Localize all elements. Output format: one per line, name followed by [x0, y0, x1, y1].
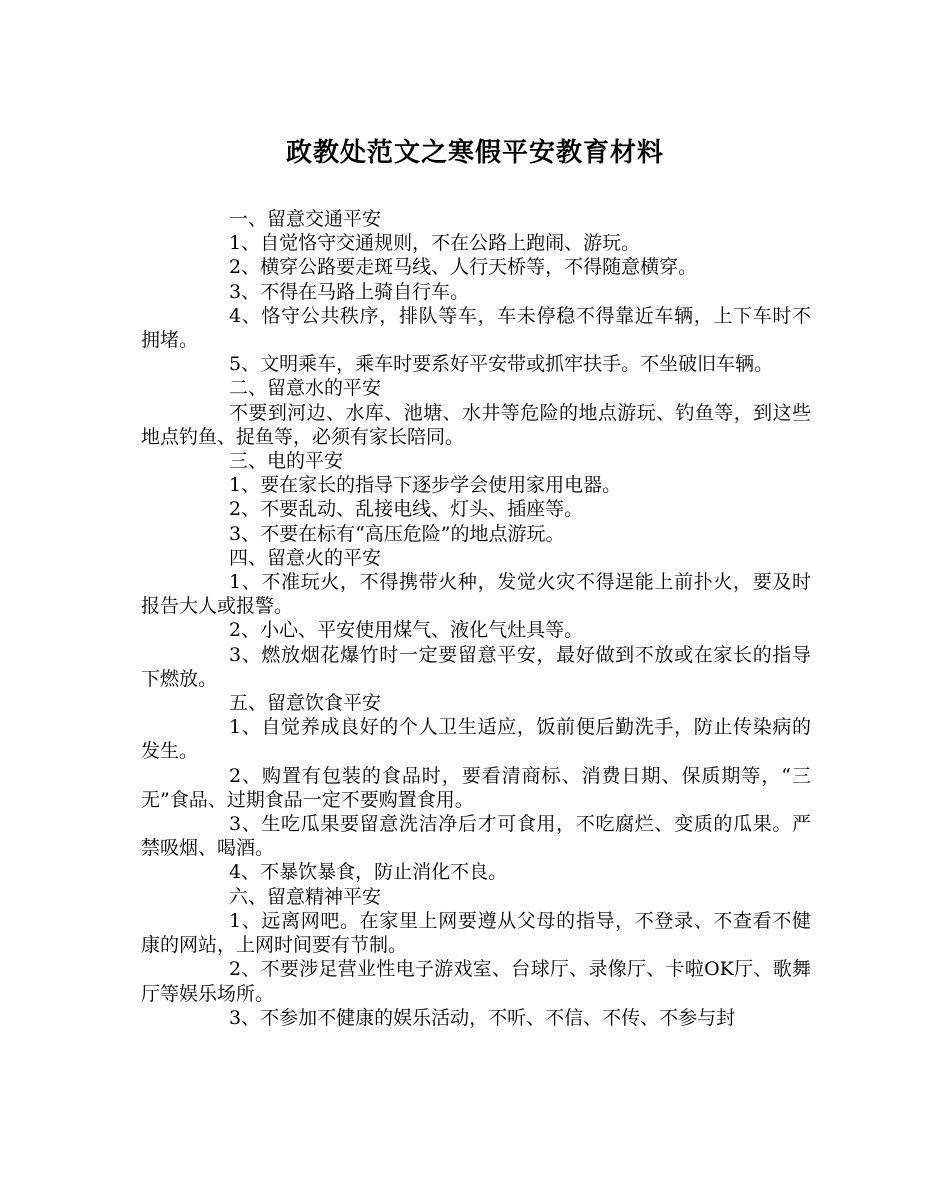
paragraph: 1、远离网吧。在家里上网要遵从父母的指导，不登录、不查看不健康的网站，上网时间要有节制。: [141, 909, 811, 957]
paragraph: 3、燃放烟花爆竹时一定要留意平安，最好做到不放或在家长的指导下燃放。: [141, 643, 811, 690]
paragraph: 3、不参加不健康的娱乐活动，不听、不信、不传、不参与封: [229, 1006, 736, 1029]
section-heading-food: 五、留意饮食平安: [229, 692, 382, 715]
paragraph: 4、不暴饮暴食，防止消化不良。: [229, 861, 508, 884]
document-body: [141, 207, 811, 1030]
paragraph: 1、不准玩火，不得携带火种，发觉火灾不得逞能上前扑火，要及时报告大人或报警。: [141, 571, 811, 618]
paragraph: 3、不要在标有“高压危险”的地点游玩。: [229, 522, 565, 545]
paragraph: 2、购置有包装的食品时，要看清商标、消费日期、保质期等，“三无”食品、过期食品一定不要购置食用。: [141, 764, 811, 811]
paragraph: 1、要在家长的指导下逐步学会使用家用电器。: [229, 474, 622, 497]
section-heading-water: 二、留意水的平安: [229, 377, 382, 400]
paragraph: 2、小心、平安使用煤气、液化气灶具等。: [229, 619, 584, 642]
paragraph: 1、自觉养成良好的个人卫生适应，饭前便后勤洗手，防止传染病的发生。: [141, 716, 811, 763]
paragraph: 不要到河边、水库、池塘、水井等危险的地点游玩、钓鱼等，到这些地点钓鱼、捉鱼等，必须有家长陪同。: [141, 401, 811, 448]
section-heading-electricity: 三、电的平安: [229, 450, 344, 473]
paragraph: 2、不要涉足营业性电子游戏室、台球厅、录像厅、卡啦OK厅、歌舞厅等娱乐场所。: [141, 958, 811, 1005]
section-heading-traffic: 一、留意交通平安: [229, 208, 382, 230]
paragraph: 3、不得在马路上骑自行车。: [229, 280, 470, 303]
paragraph: 5、文明乘车，乘车时要系好平安带或抓牢扶手。不坐破旧车辆。: [229, 353, 774, 376]
paragraph: 4、恪守公共秩序，排队等车，车未停稳不得靠近车辆，上下车时不拥堵。: [141, 304, 811, 352]
section-heading-mental: 六、留意精神平安: [229, 885, 382, 908]
paragraph: 3、生吃瓜果要留意洗洁净后才可食用，不吃腐烂、变质的瓜果。严禁吸烟、喝酒。: [141, 813, 811, 860]
paragraph: 2、横穿公路要走斑马线、人行天桥等，不得随意横穿。: [229, 256, 698, 279]
paragraph: 1、自觉恪守交通规则，不在公路上跑闹、游玩。: [229, 232, 641, 255]
document-title: 政教处范文之寒假平安教育材料: [285, 138, 664, 168]
paragraph: 2、不要乱动、乱接电线、灯头、插座等。: [229, 498, 584, 521]
section-heading-fire: 四、留意火的平安: [229, 546, 382, 569]
